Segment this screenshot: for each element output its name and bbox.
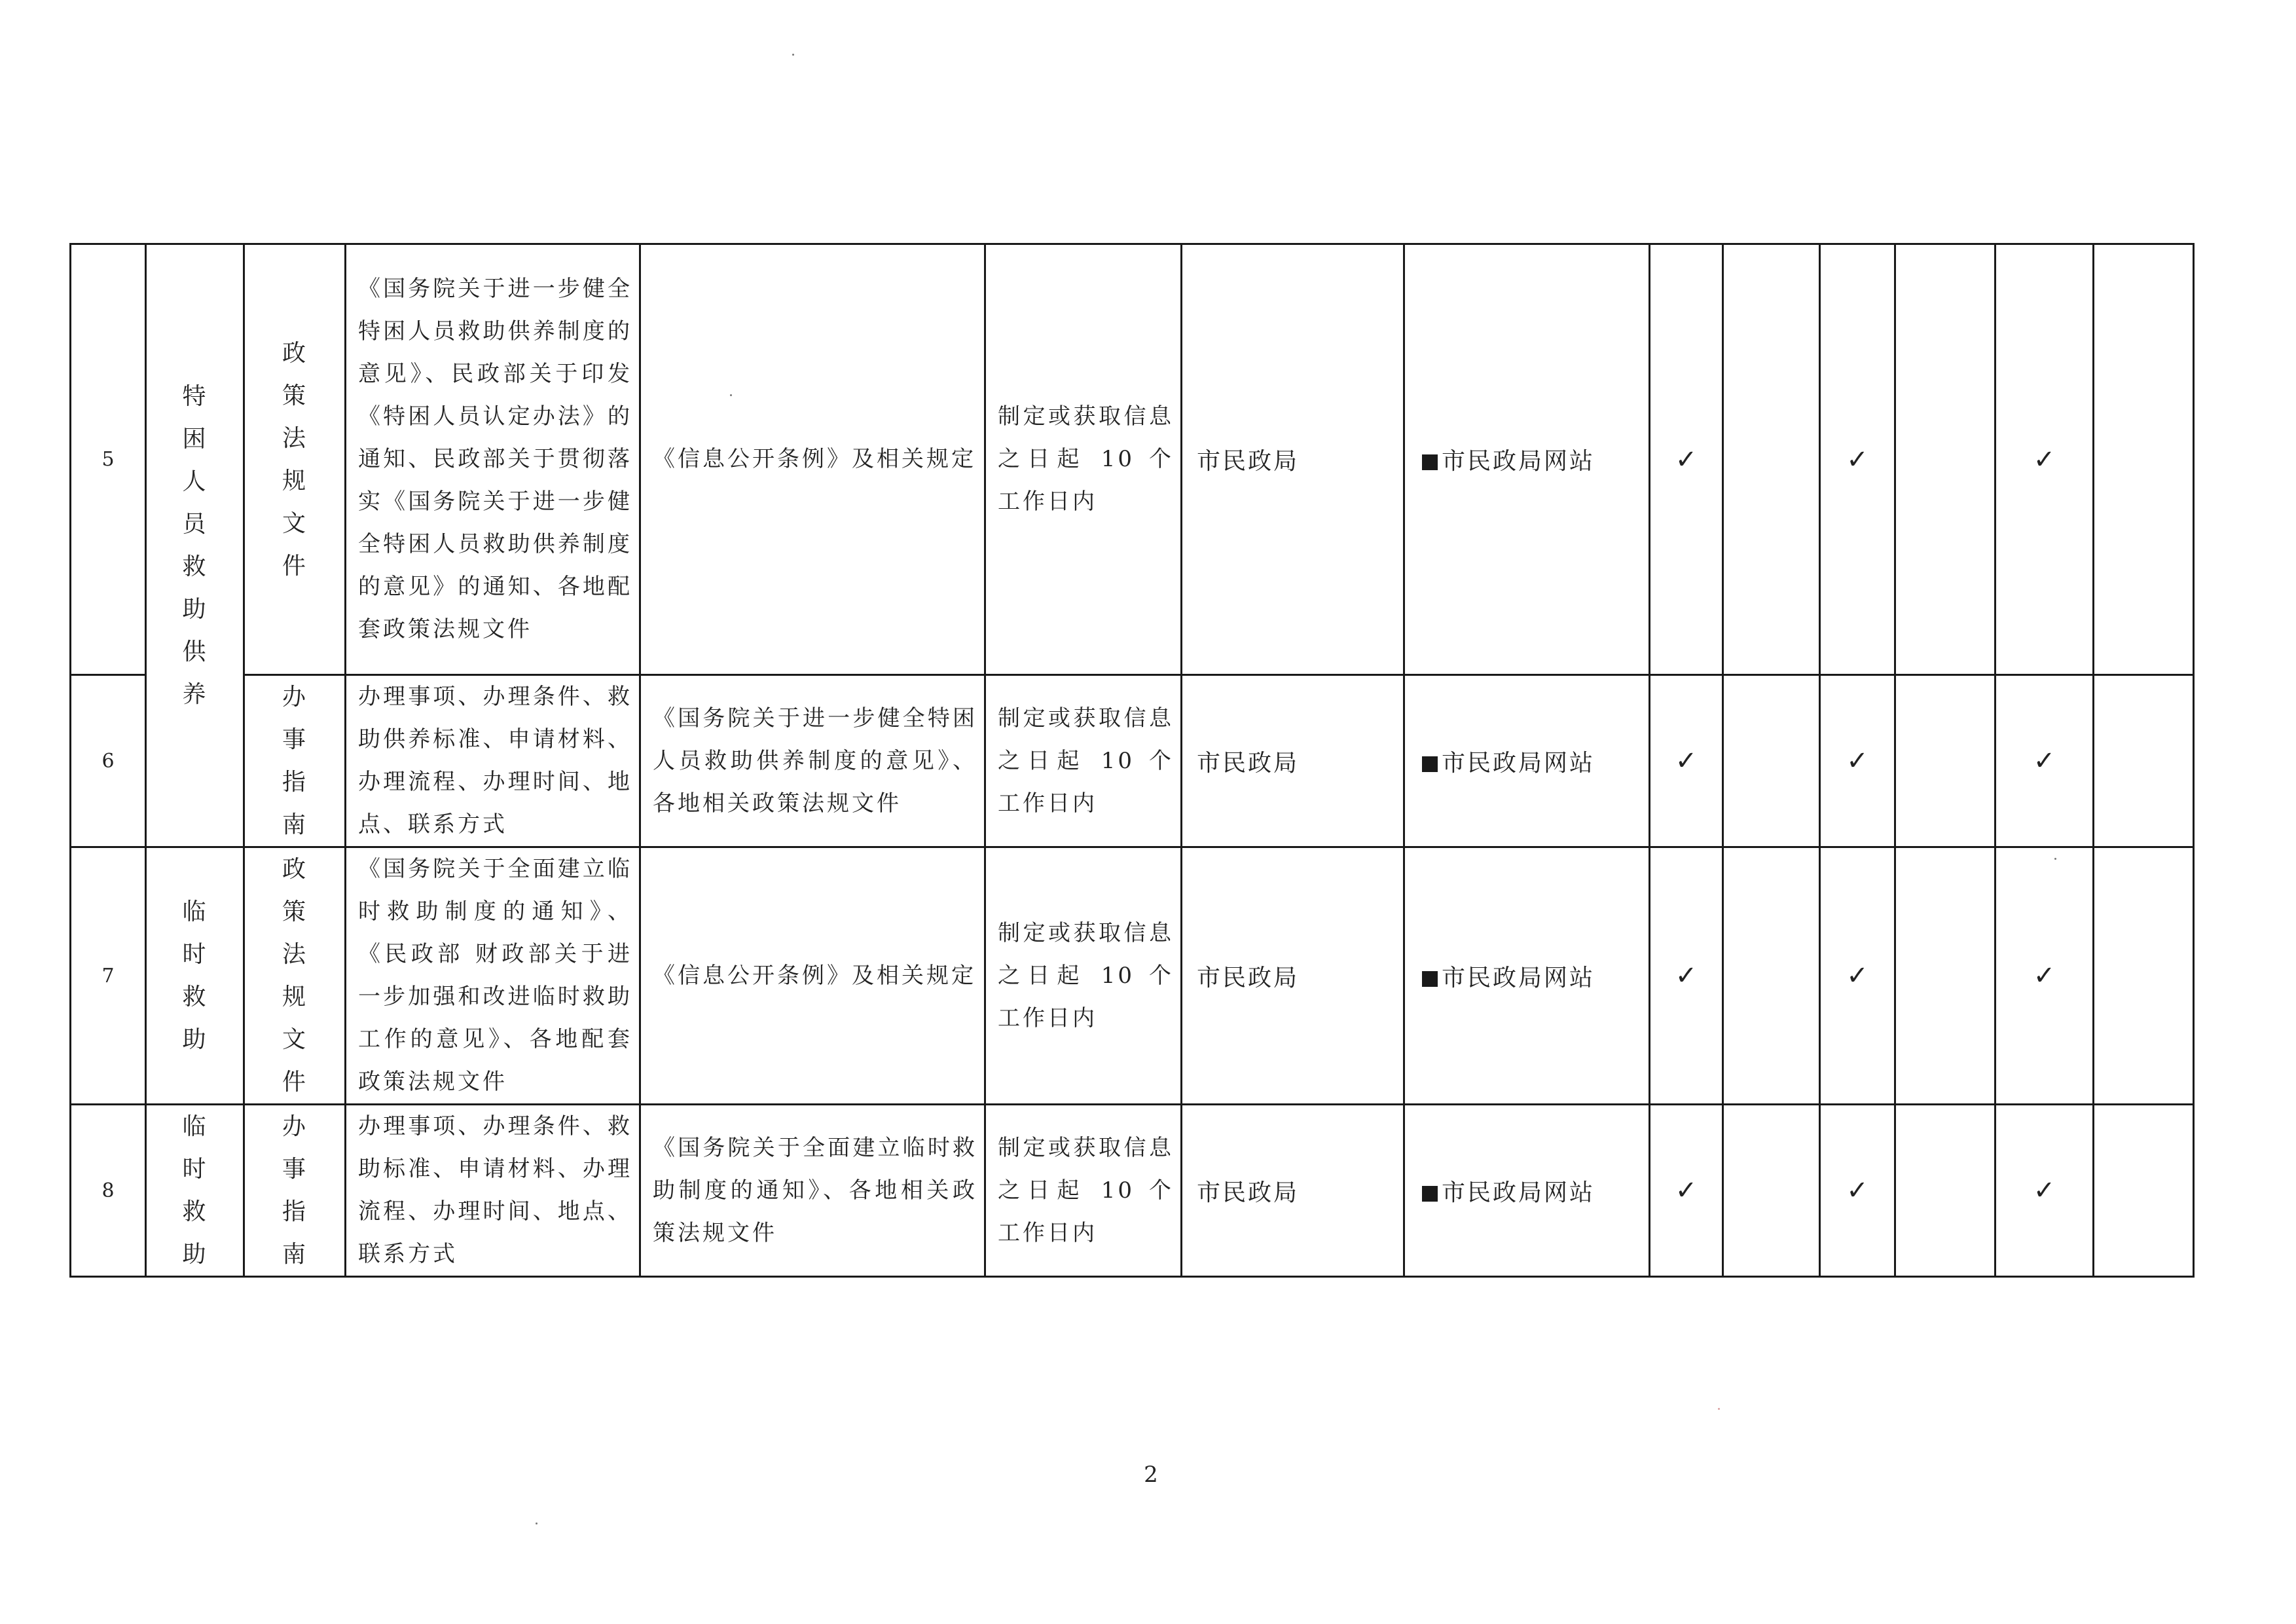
check-cell — [1820, 675, 1895, 847]
channel-cell — [1404, 244, 1650, 675]
channel-text — [1405, 745, 1649, 778]
check-icon: ✓ — [1846, 1175, 1868, 1206]
check-cell — [1650, 1105, 1723, 1277]
content-text: 《国务院关于全面建立临时救助制度的通知》、《民政部 财政部关于进一步加强和改进临时救助工作的意见》、各地配套政策法规文件 — [358, 856, 632, 1095]
content-cell — [346, 847, 640, 1105]
basis-text: 《国务院关于进一步健全特困人员救助供养制度的意见》、各地相关政策法规文件 — [653, 705, 977, 817]
basis-text: 《信息公开条例》及相关规定 — [653, 446, 976, 472]
row-number-cell — [71, 847, 146, 1105]
check-icon: ✓ — [2033, 1175, 2056, 1206]
basis-text: 《信息公开条例》及相关规定 — [653, 962, 976, 989]
check-icon: ✓ — [1846, 746, 1868, 776]
check-cell — [2094, 1105, 2194, 1277]
row-number-cell — [71, 244, 146, 675]
category-label: 办事指南 — [282, 1113, 307, 1268]
check-cell — [1995, 244, 2094, 675]
checkbox-filled-icon — [1422, 454, 1438, 470]
check-cell — [1723, 675, 1820, 847]
basis-cell — [640, 244, 985, 675]
subject-cell — [146, 244, 244, 847]
table-row — [71, 1105, 2194, 1277]
timing-text: 制定或获取信息之日起 10 个工作日内 — [998, 705, 1174, 817]
content-text: 办理事项、办理条件、救助标准、申请材料、办理流程、办理时间、地点、联系方式 — [358, 1113, 632, 1267]
check-cell — [1895, 675, 1995, 847]
timing-text: 制定或获取信息之日起 10 个工作日内 — [998, 403, 1174, 515]
check-cell — [1650, 244, 1723, 675]
check-cell — [1995, 847, 2094, 1105]
department-text: 市民政局 — [1197, 448, 1300, 475]
checkbox-filled-icon — [1422, 756, 1438, 772]
channel-label: 市民政局网站 — [1442, 749, 1595, 777]
row-number-cell — [71, 675, 146, 847]
check-cell — [1995, 675, 2094, 847]
checkbox-filled-icon — [1422, 971, 1438, 987]
content-cell — [346, 244, 640, 675]
check-cell — [2094, 244, 2194, 675]
scan-speck — [792, 54, 794, 56]
check-cell — [1895, 1105, 1995, 1277]
check-icon: ✓ — [2033, 746, 2056, 776]
category-label: 政策法规文件 — [282, 339, 307, 580]
check-cell — [1723, 847, 1820, 1105]
table-row — [71, 847, 2194, 1105]
timing-cell — [985, 847, 1182, 1105]
check-icon: ✓ — [1675, 746, 1698, 776]
row-number: 5 — [101, 448, 115, 471]
subject-label: 临时救助 — [182, 1113, 208, 1268]
channel-cell — [1404, 847, 1650, 1105]
channel-label: 市民政局网站 — [1442, 964, 1595, 991]
check-icon: ✓ — [2033, 961, 2056, 991]
category-cell — [244, 675, 346, 847]
page-number: 2 — [1144, 1462, 1158, 1488]
row-number: 6 — [101, 749, 115, 773]
check-cell — [1820, 244, 1895, 675]
check-cell — [1895, 847, 1995, 1105]
check-icon: ✓ — [1675, 444, 1698, 475]
table-row — [71, 675, 2194, 847]
scan-speck — [1718, 1408, 1720, 1410]
check-cell — [1820, 847, 1895, 1105]
content-text: 《国务院关于进一步健全特困人员救助供养制度的意见》、民政部关于印发《特困人员认定办法》的通知、民政部关于贯彻落实《国务院关于进一步健全特困人员救助供养制度的意见》的通知、各地配套政策法规文件 — [358, 276, 632, 642]
scan-speck — [536, 1522, 538, 1524]
check-icon: ✓ — [1846, 444, 1868, 475]
subject-label: 特困人员救助供养 — [182, 383, 208, 708]
content-cell — [346, 1105, 640, 1277]
department-cell — [1182, 675, 1404, 847]
timing-text: 制定或获取信息之日起 10 个工作日内 — [998, 1134, 1174, 1246]
department-cell — [1182, 1105, 1404, 1277]
check-cell — [1723, 244, 1820, 675]
subject-cell — [146, 1105, 244, 1277]
checkbox-filled-icon — [1422, 1186, 1438, 1202]
timing-text: 制定或获取信息之日起 10 个工作日内 — [998, 919, 1174, 1031]
row-number: 8 — [101, 1179, 115, 1202]
check-cell — [2094, 675, 2194, 847]
table-row — [71, 244, 2194, 675]
content-cell — [346, 675, 640, 847]
timing-cell — [985, 244, 1182, 675]
channel-cell — [1404, 1105, 1650, 1277]
timing-cell — [985, 1105, 1182, 1277]
basis-text: 《国务院关于全面建立临时救助制度的通知》、各地相关政策法规文件 — [653, 1134, 977, 1246]
basis-cell — [640, 847, 985, 1105]
channel-text — [1405, 443, 1649, 476]
category-label: 政策法规文件 — [282, 856, 307, 1096]
check-icon: ✓ — [1675, 961, 1698, 991]
category-label: 办事指南 — [282, 684, 307, 838]
channel-label: 市民政局网站 — [1442, 1179, 1595, 1206]
row-number: 7 — [101, 964, 115, 987]
channel-text — [1405, 959, 1649, 993]
department-cell — [1182, 847, 1404, 1105]
check-cell — [1650, 847, 1723, 1105]
check-cell — [1820, 1105, 1895, 1277]
category-cell — [244, 1105, 346, 1277]
subject-label: 临时救助 — [182, 898, 208, 1053]
check-cell — [1723, 1105, 1820, 1277]
check-icon: ✓ — [2033, 444, 2056, 475]
timing-cell — [985, 675, 1182, 847]
department-cell — [1182, 244, 1404, 675]
category-cell — [244, 244, 346, 675]
subject-cell — [146, 847, 244, 1105]
basis-cell — [640, 675, 985, 847]
department-text: 市民政局 — [1197, 964, 1300, 991]
basis-cell — [640, 1105, 985, 1277]
content-text: 办理事项、办理条件、救助供养标准、申请材料、办理流程、办理时间、地点、联系方式 — [358, 684, 632, 838]
channel-label: 市民政局网站 — [1442, 448, 1595, 475]
check-cell — [1895, 244, 1995, 675]
check-cell — [2094, 847, 2194, 1105]
channel-text — [1405, 1174, 1649, 1208]
disclosure-table — [69, 243, 2195, 1278]
check-cell — [1995, 1105, 2094, 1277]
row-number-cell — [71, 1105, 146, 1277]
department-text: 市民政局 — [1197, 1179, 1300, 1206]
check-icon: ✓ — [1846, 961, 1868, 991]
check-icon: ✓ — [1675, 1175, 1698, 1206]
channel-cell — [1404, 675, 1650, 847]
department-text: 市民政局 — [1197, 749, 1300, 777]
check-cell — [1650, 675, 1723, 847]
category-cell — [244, 847, 346, 1105]
